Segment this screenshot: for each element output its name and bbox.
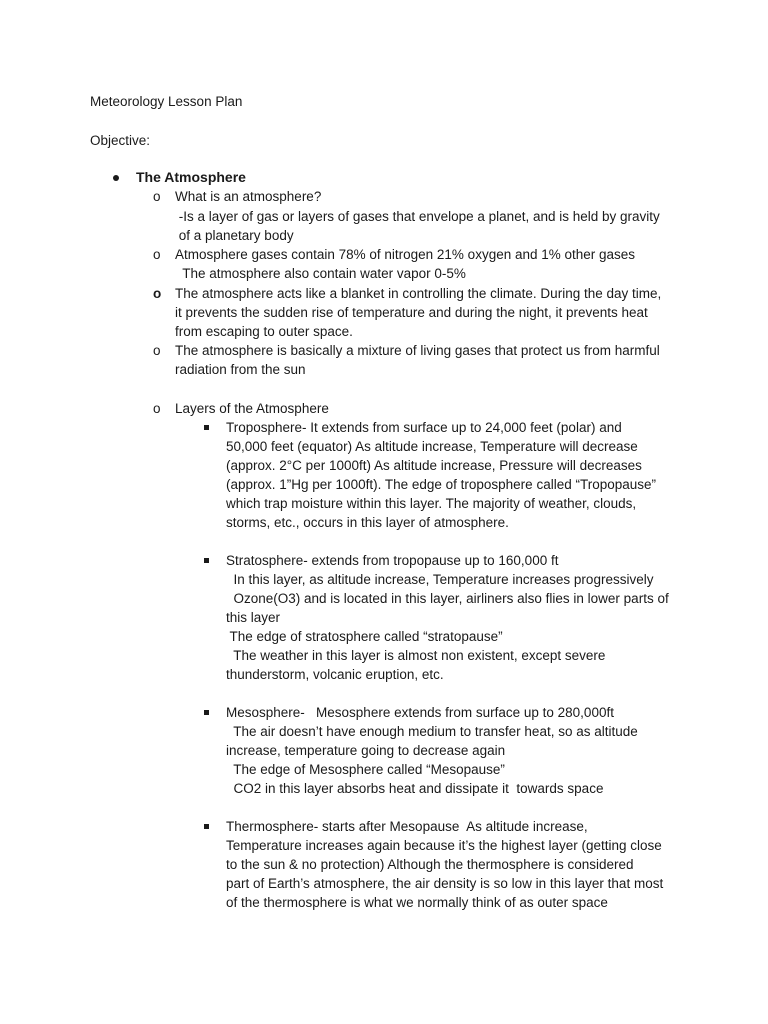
layer-line: storms, etc., occurs in this layer of atmosphere. [226, 515, 509, 530]
layer-line: (approx. 1”Hg per 1000ft). The edge of troposphere called “Tropopause” [226, 477, 657, 492]
list-item-line: from escaping to outer space. [175, 324, 353, 339]
list-item-line: The atmosphere also contain water vapor 0-5% [175, 266, 466, 281]
layer-line: Stratosphere- extends from tropopause up to 160,000 ft [226, 553, 559, 568]
list-item-line: What is an atmosphere? [175, 189, 322, 204]
list-item-line: The atmosphere is basically a mixture of living gases that protect us from harmful [175, 343, 660, 358]
layer-line: Ozone(O3) and is located in this layer, airliners also flies in lower parts of [226, 591, 669, 606]
layer-line: CO2 in this layer absorbs heat and dissipate it towards space [226, 781, 604, 796]
layer-line: Troposphere- It extends from surface up to 24,000 feet (polar) and [226, 420, 622, 435]
layer-line: The edge of Mesosphere called “Mesopause” [226, 762, 505, 777]
layer-line: increase, temperature going to decrease again [226, 743, 506, 758]
list-item-line: Layers of the Atmosphere [175, 401, 329, 416]
square-bullet-icon [204, 425, 209, 430]
list-item-line: radiation from the sun [175, 362, 306, 377]
layer-line: thunderstorm, volcanic eruption, etc. [226, 667, 444, 682]
layer-line: to the sun & no protection) Although the thermosphere is considered [226, 857, 634, 872]
square-bullet-icon [204, 824, 209, 829]
layer-line: this layer [226, 610, 281, 625]
circle-bullet-icon: o [153, 343, 161, 358]
layer-line: Thermosphere- starts after Mesopause As altitude increase, [226, 819, 588, 834]
square-bullet-icon [204, 558, 209, 563]
section-heading: The Atmosphere [136, 169, 246, 185]
list-item-line: The atmosphere acts like a blanket in controlling the climate. During the day time, [175, 286, 662, 301]
list-item-line: of a planetary body [175, 228, 294, 243]
layer-line: The edge of stratosphere called “stratopause” [226, 629, 503, 644]
layer-line: part of Earth’s atmosphere, the air density is so low in this layer that most [226, 876, 664, 891]
circle-bullet-icon: o [153, 401, 161, 416]
layer-line: which trap moisture within this layer. The majority of weather, clouds, [226, 496, 637, 511]
layer-line: of the thermosphere is what we normally think of as outer space [226, 895, 608, 910]
layer-line: Mesosphere- Mesosphere extends from surface up to 280,000ft [226, 705, 614, 720]
layer-line: 50,000 feet (equator) As altitude increase, Temperature will decrease [226, 439, 638, 454]
layer-line: In this layer, as altitude increase, Temperature increases progressively [226, 572, 654, 587]
circle-bullet-icon: o [153, 189, 161, 204]
list-item-line: Atmosphere gases contain 78% of nitrogen 21% oxygen and 1% other gases [175, 247, 636, 262]
disc-bullet-icon [113, 175, 119, 181]
list-item-line: -Is a layer of gas or layers of gases that envelope a planet, and is held by gravity [175, 209, 660, 224]
document-title: Meteorology Lesson Plan [90, 94, 243, 109]
layer-line: Temperature increases again because it’s the highest layer (getting close [226, 838, 662, 853]
list-item-line: it prevents the sudden rise of temperature and during the night, it prevents heat [175, 305, 648, 320]
layer-line: (approx. 2°C per 1000ft) As altitude increase, Pressure will decreases [226, 458, 642, 473]
circle-bullet-icon: o [153, 247, 161, 262]
layer-line: The weather in this layer is almost non existent, except severe [226, 648, 606, 663]
layer-line: The air doesn’t have enough medium to transfer heat, so as altitude [226, 724, 638, 739]
square-bullet-icon [204, 710, 209, 715]
circle-bullet-icon: o [153, 286, 162, 301]
objective-label: Objective: [90, 133, 151, 148]
